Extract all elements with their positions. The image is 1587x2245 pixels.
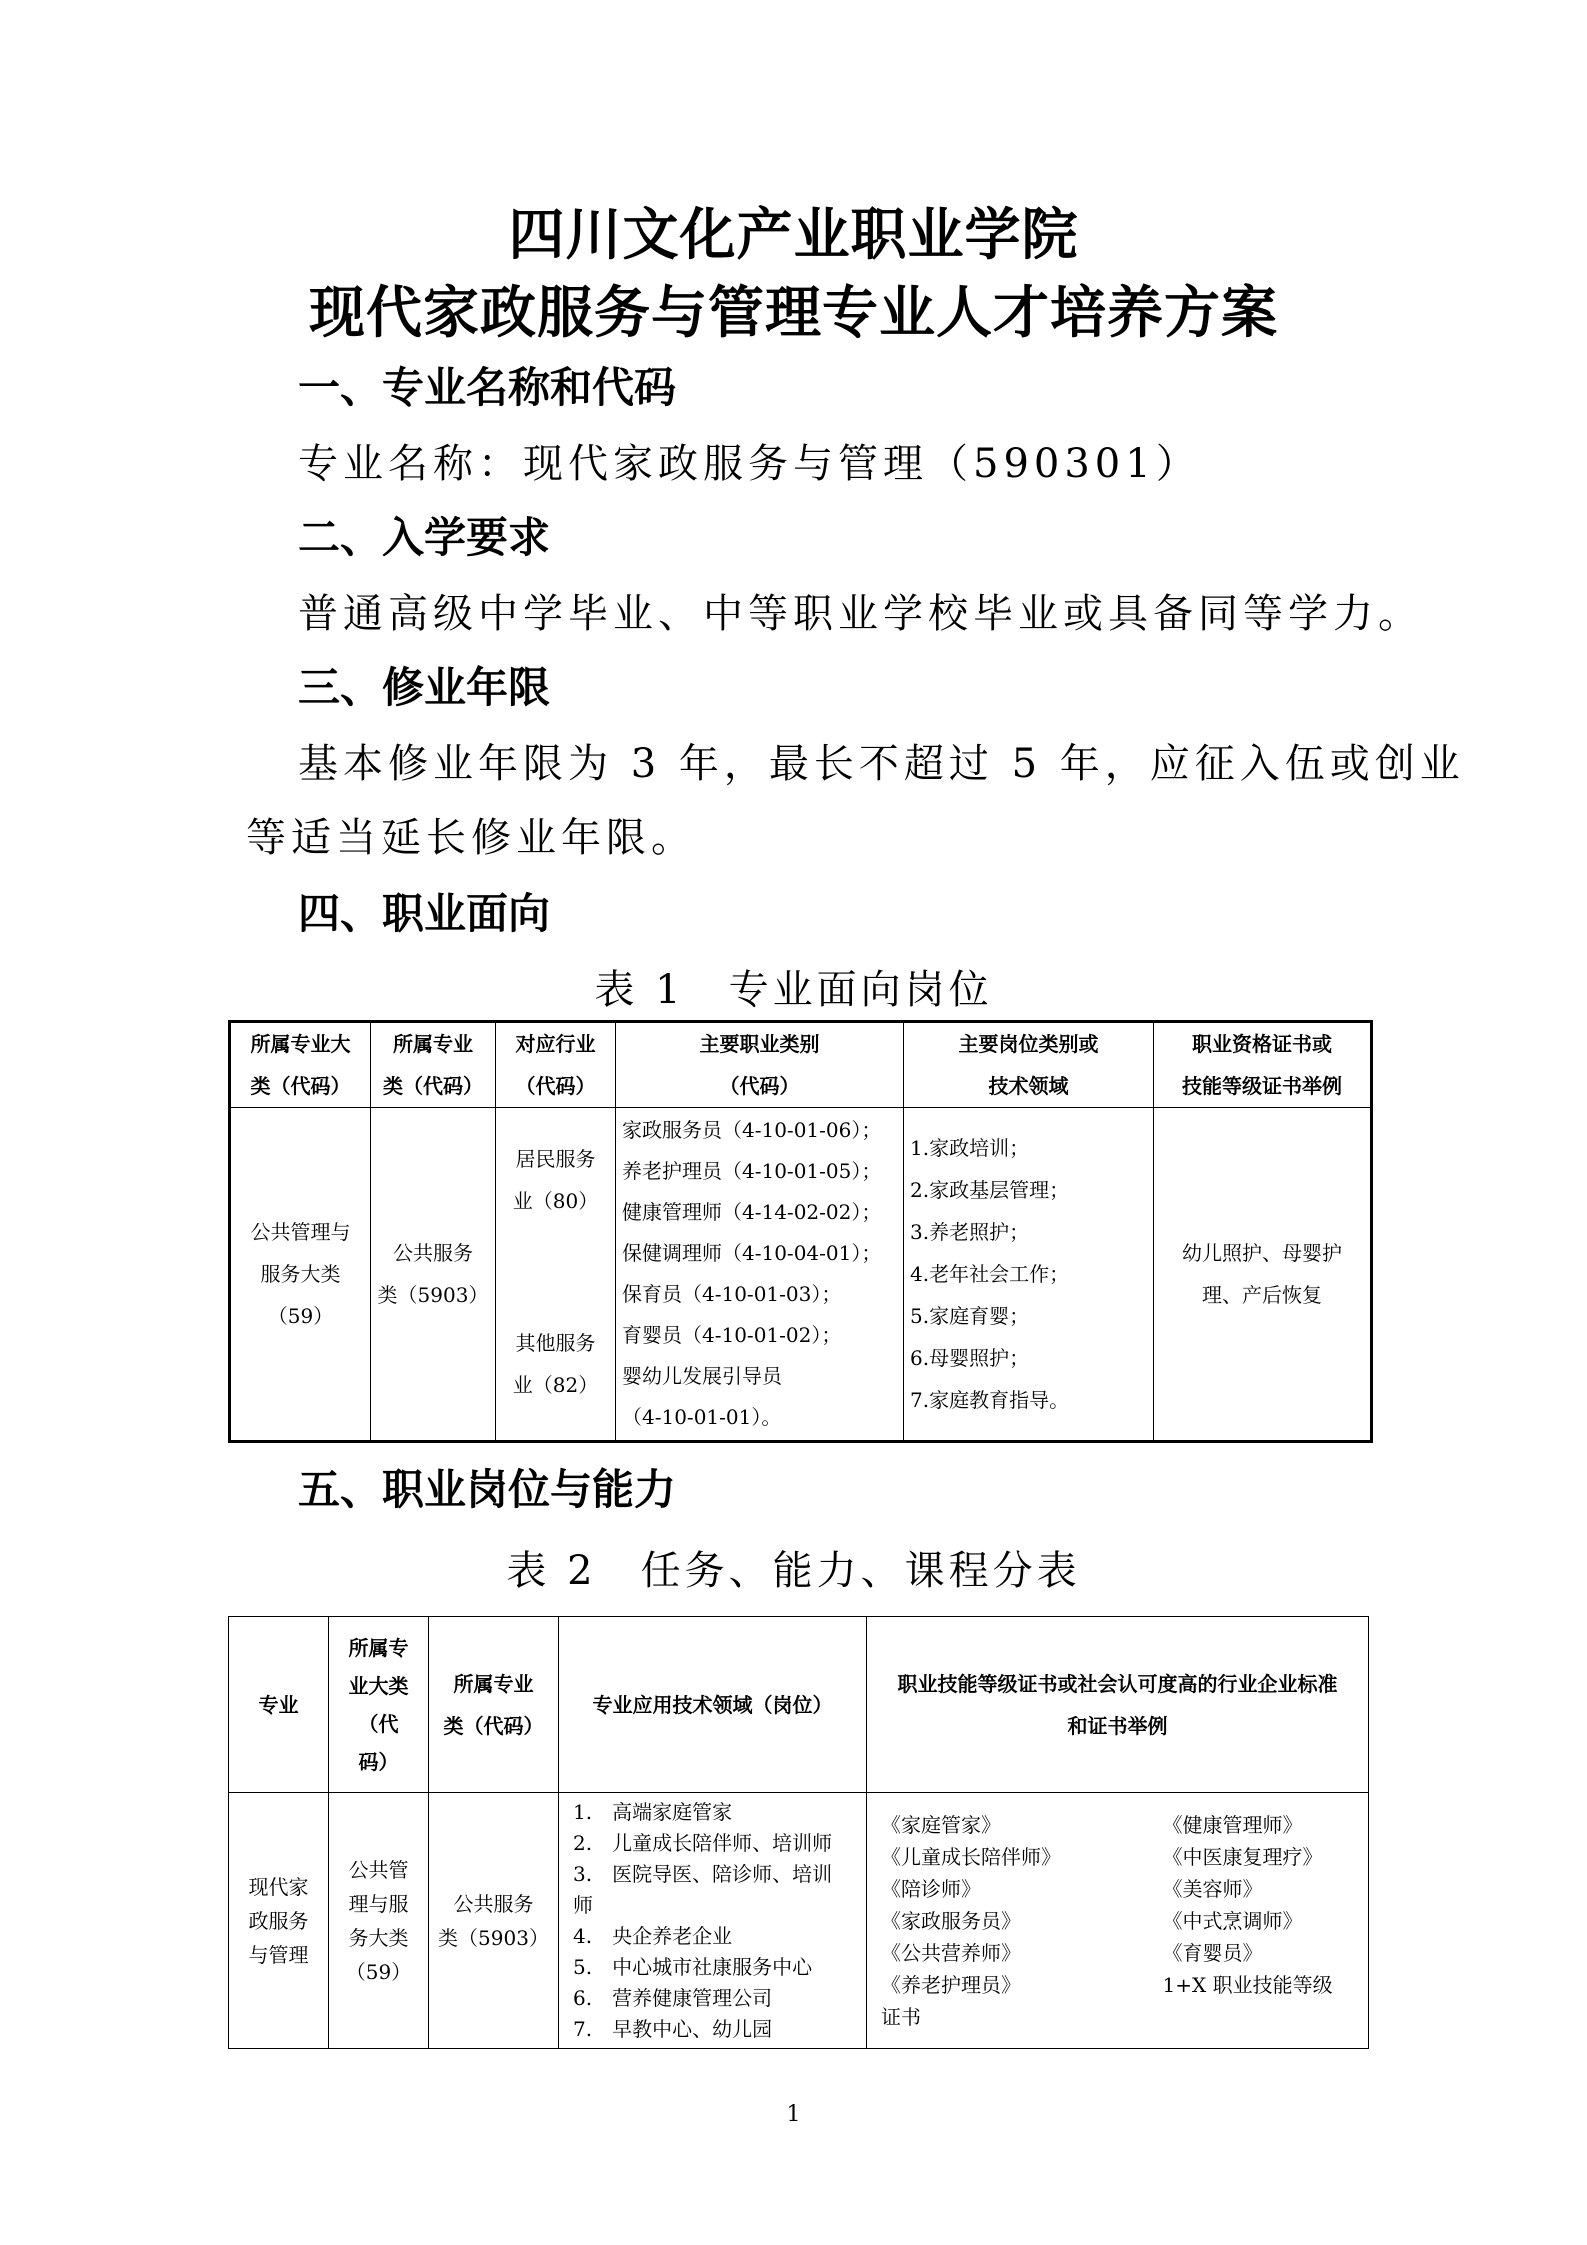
table1-occupation-orientation xyxy=(228,1020,1373,1443)
section1-heading: 一、专业名称和代码 xyxy=(298,363,677,412)
document-title-line2: 现代家政服务与管理专业人才培养方案 xyxy=(309,280,1278,346)
table1-cell-positions: 1.家政培训； 2.家政基层管理； 3.养老照护； 4.老年社会工作； 5.家庭育婴； 6.母婴照护； 7.家庭教育指导。 xyxy=(904,1108,1154,1442)
table1-header-position: 主要岗位类别或 技术领域 xyxy=(904,1022,1154,1108)
section3-heading: 三、修业年限 xyxy=(298,663,551,712)
table2-header-certificates: 职业技能等级证书或社会认可度高的行业企业标准 和证书举例 xyxy=(867,1617,1369,1793)
table2-task-ability-course xyxy=(228,1616,1369,2049)
table1-caption: 表 1 专业面向岗位 xyxy=(594,967,993,1013)
table2-cell-sub-category: 公共服务 类（5903） xyxy=(429,1793,559,2049)
table2-cell-major-category: 公共管 理与服 务大类 （59） xyxy=(329,1793,429,2049)
table2-header-row xyxy=(229,1617,1369,1793)
document-title-line1: 四川文化产业职业学院 xyxy=(508,202,1079,268)
section2-heading: 二、入学要求 xyxy=(298,513,551,562)
table1-header-occupation: 主要职业类别 （代码） xyxy=(616,1022,904,1108)
table1-cell-certificates: 幼儿照护、母婴护 理、产后恢复 xyxy=(1154,1108,1372,1442)
table2-cell-certificates xyxy=(867,1793,1369,2049)
table1-cell-major-category: 公共管理与 服务大类 （59） xyxy=(230,1108,371,1442)
table2-header-domain: 专业应用技术领域（岗位） xyxy=(559,1617,867,1793)
table1-cell-sub-category: 公共服务 类（5903） xyxy=(371,1108,496,1442)
table2-header-major: 专业 xyxy=(229,1617,329,1793)
section2-text: 普通高级中学毕业、中等职业学校毕业或具备同等学力。 xyxy=(298,591,1423,637)
section3-text-line2: 等适当延长修业年限。 xyxy=(246,815,696,861)
table2-header-sub-category: 所属专业 类（代码） xyxy=(429,1617,559,1793)
table2-row xyxy=(229,1793,1369,2049)
table1-row xyxy=(230,1108,1372,1442)
table1-header-sub-category: 所属专业 类（代码） xyxy=(371,1022,496,1108)
table2-cell-domains: 1. 高端家庭管家 2. 儿童成长陪伴师、培训师 3. 医院导医、陪诊师、培训 师 4. 央企养老企业 5. 中心城市社康服务中心 6. 营养健康管理公司 7. 早教中心、幼儿园 xyxy=(559,1793,867,2049)
table1-header-industry: 对应行业 （代码） xyxy=(496,1022,616,1108)
section1-text: 专业名称：现代家政服务与管理（590301） xyxy=(298,441,1201,487)
section5-heading: 五、职业岗位与能力 xyxy=(298,1465,677,1514)
table2-certificates-right-column: 《健康管理师》 《中医康复理疗》 《美容师》 《中式烹调师》 《育婴员》 1+X 职业技能等级 xyxy=(1162,1812,1333,1997)
section4-heading: 四、职业面向 xyxy=(298,889,551,938)
table1-header-major-category: 所属专业大 类（代码） xyxy=(230,1022,371,1108)
table1-header-row xyxy=(230,1022,1372,1108)
table2-header-major-category: 所属专 业大类 （代 码） xyxy=(329,1617,429,1793)
table1-cell-industry: 居民服务 业（80） 其他服务 业（82） xyxy=(496,1108,616,1442)
table2-certificates-left-column: 《家庭管家》 《儿童成长陪伴师》 《陪诊师》 《家政服务员》 《公共营养师》 《养老护理员》 证书 xyxy=(881,1812,1061,2029)
table2-caption: 表 2 任务、能力、课程分表 xyxy=(506,1548,1081,1594)
table1-cell-occupations: 家政服务员（4-10-01-06）； 养老护理员（4-10-01-05）； 健康管理师（4-14-02-02）； 保健调理师（4-10-04-01）； 保育员（4-10-01-03）； 育婴员（4-10-01-02）； 婴幼儿发展引导员 （4-10-01-01）。 xyxy=(616,1108,904,1442)
table2-cell-major: 现代家 政服务 与管理 xyxy=(229,1793,329,2049)
page-number: 1 xyxy=(786,2102,801,2127)
section3-text-line1: 基本修业年限为 3 年，最长不超过 5 年，应征入伍或创业 xyxy=(298,741,1465,787)
table1-header-certificate: 职业资格证书或 技能等级证书举例 xyxy=(1154,1022,1372,1108)
